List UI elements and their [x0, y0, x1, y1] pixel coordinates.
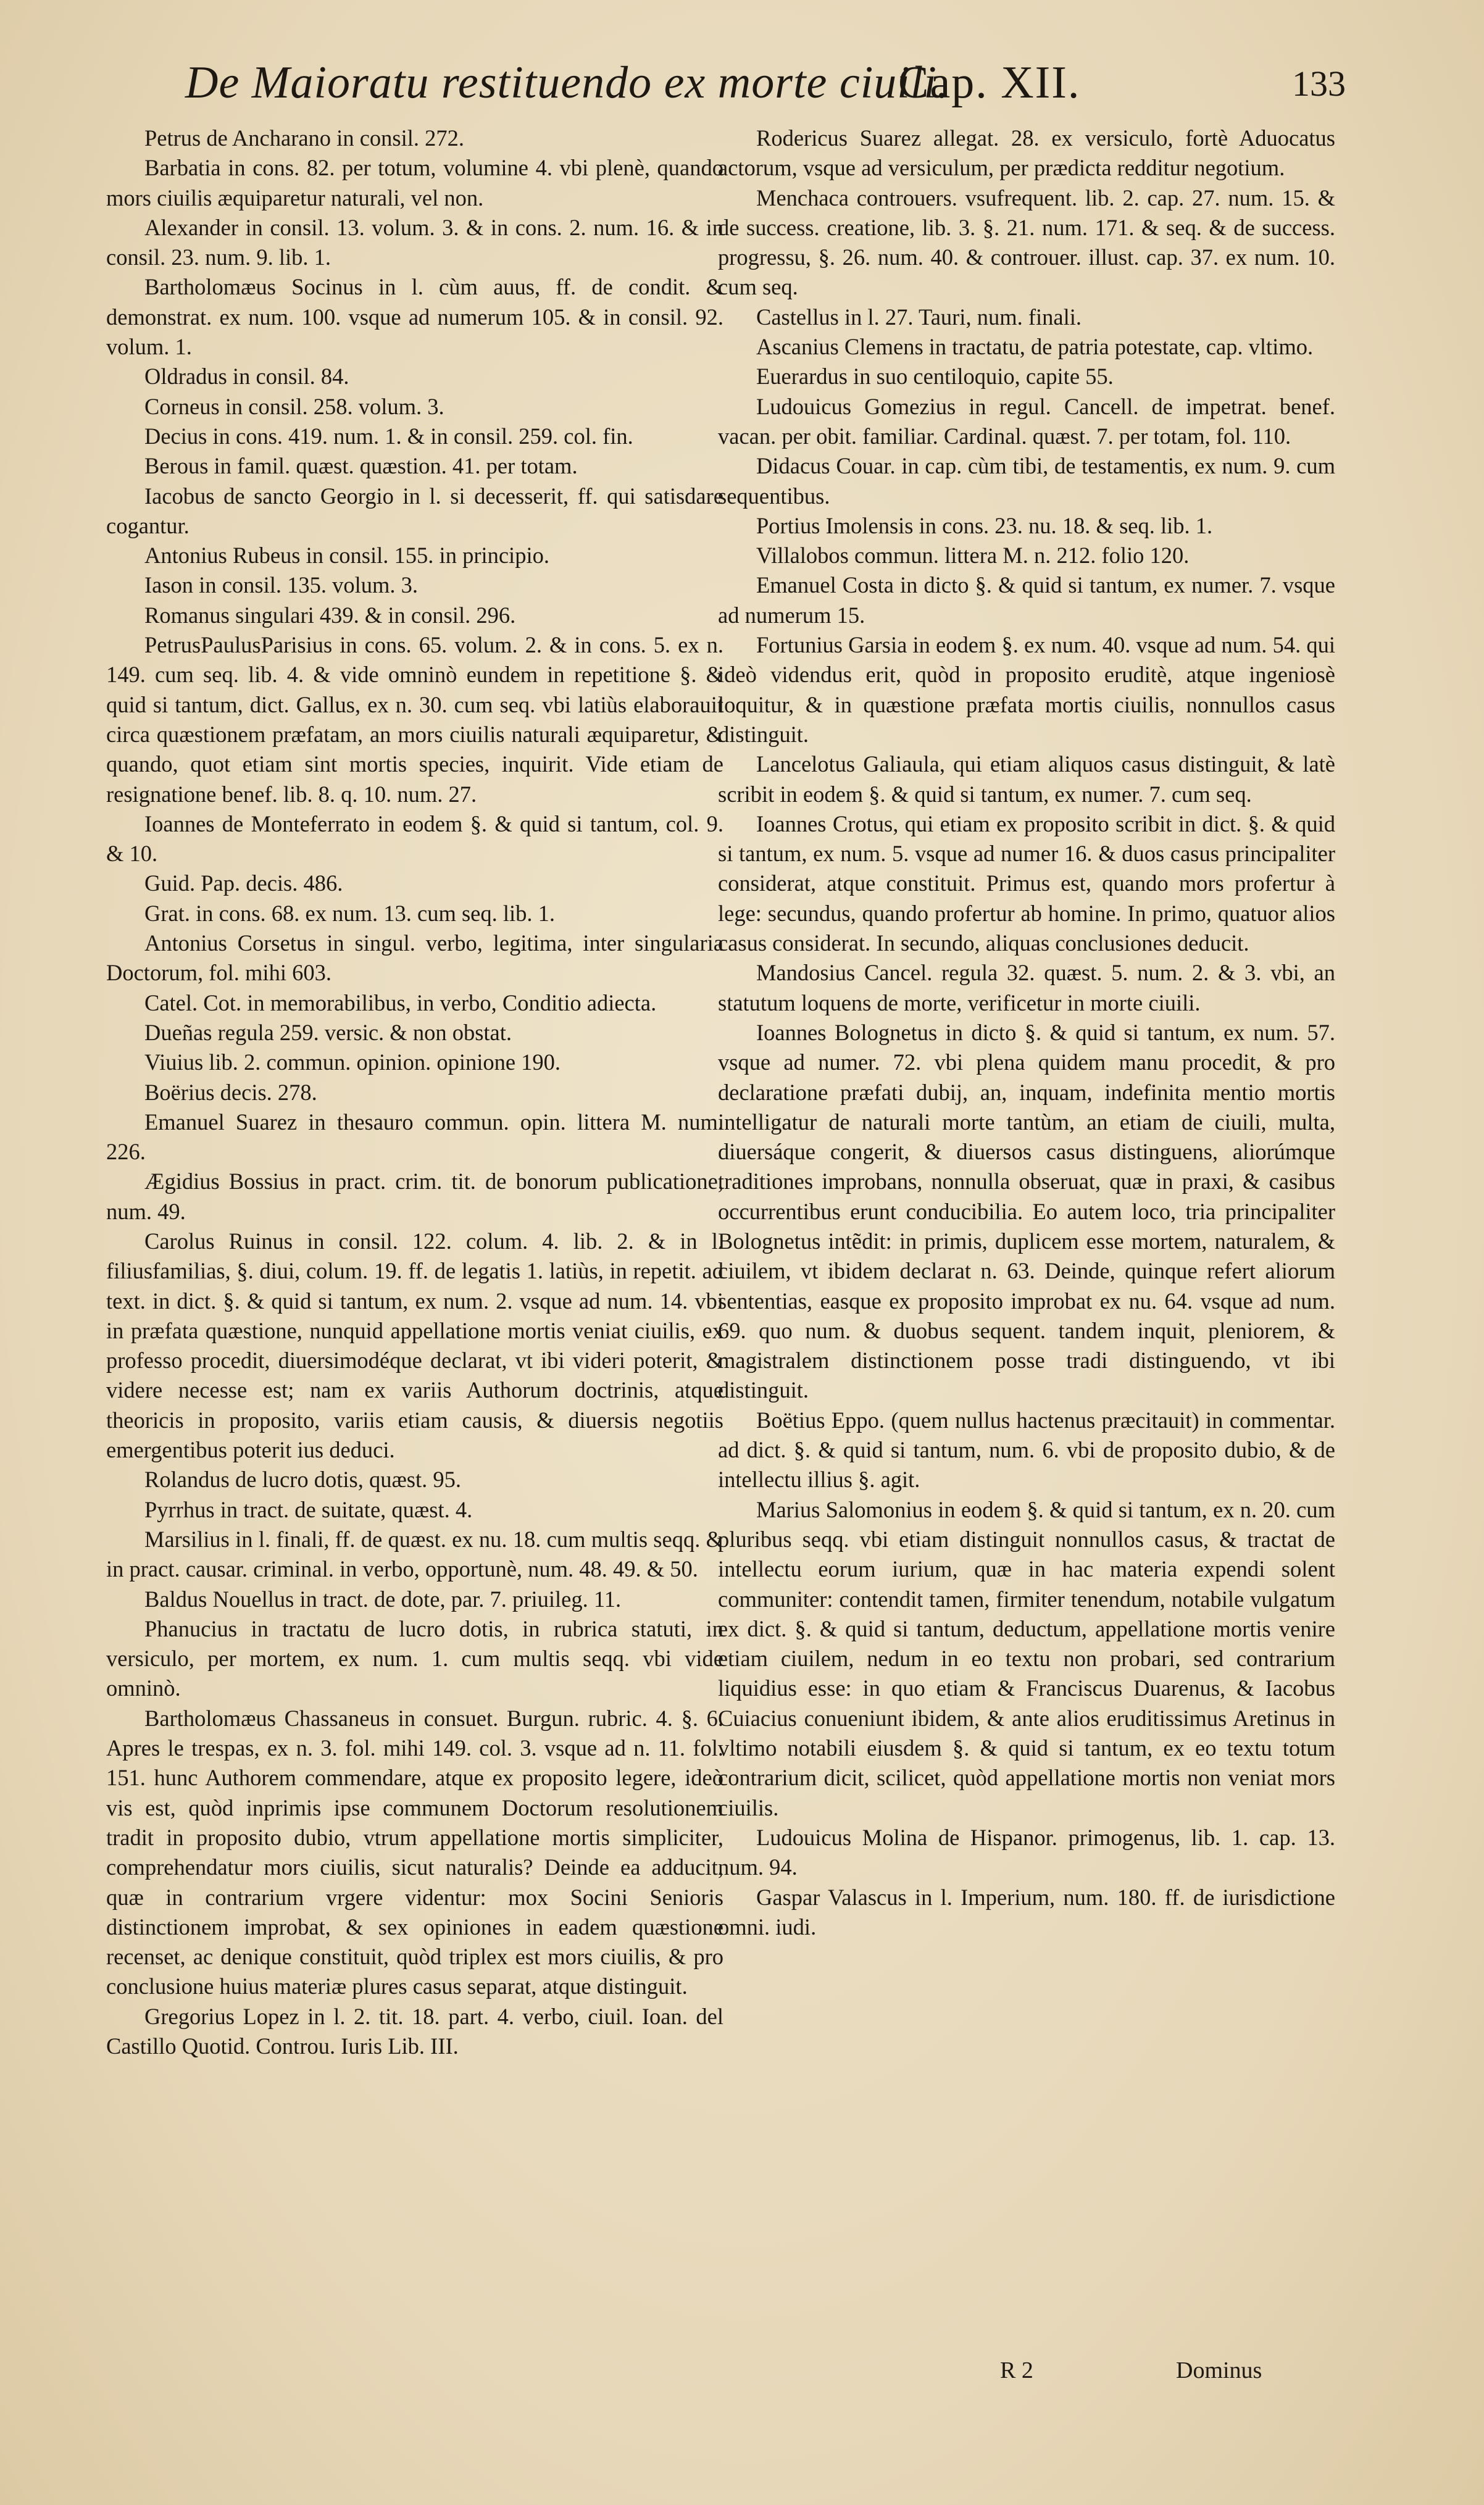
citation-entry: Marius Salomonius in eodem §. & quid si tantum, ex n. 20. cum pluribus seqq. vbi etiam distinguit nonnullos casus, & tractat de intellectu eorum iurium, quæ in hac materia expendi solent communiter: contendit tamen, firmiter tenendum, notabile vulgatum ex dict. §. & quid si tantum, deductum, appellatione mortis venire etiam ciuilem, nedum in eo textu non probari, sed contrarium liquidius esse: in quo etiam & Franciscus Duarenus, & Iacobus Cuiacius conueniunt ibidem, & ante alios eruditissimus Aretinus in vltimo notabili eiusdem §. & quid si tantum, ex eo textu totum contrarium dicit, scilicet, quòd appellatione mortis non veniat mors ciuilis.	[718, 1496, 1335, 1820]
citation-entry: Rodericus Suarez allegat. 28. ex versiculo, fortè Aduocatus actorum, vsque ad versiculum, per prædicta redditur negotium.	[718, 125, 1335, 181]
citation-entry: Rolandus de lucro dotis, quæst. 95.	[144, 1467, 462, 1493]
citation-entry: Emanuel Costa in dicto §. & quid si tantum, ex numer. 7. vsque ad numerum 15.	[718, 572, 1335, 628]
citation-entry: Ioannes Bolognetus in dicto §. & quid si tantum, ex num. 57. vsque ad numer. 72. vbi plena quidem manu procedit, & pro declaratione præfati dubij, an, inquam, indefinita mentio mortis intelligatur de naturali morte tantùm, an etiam de ciuili, multa, diuersáque congerit, & diuersos casus distinguens, aliorúmque traditiones improbans, nonnulla obseruat, quæ in praxi, & casibus occurrentibus erunt conducibilia. Eo autem loco, tria principaliter Bolognetus intẽdit: in primis, duplicem esse mortem, naturalem, & ciuilem, vt ibidem declarat n. 63. Deinde, quinque refert aliorum sententias, easque ex proposito improbat ex nu. 64. vsque ad num. 69. quo num. & duobus sequent. tandem inquit, pleniorem, & magistralem distinctionem posse tradi distinguendo, vt ibi distinguit.	[718, 1019, 1335, 1403]
page-number: 133	[1292, 64, 1346, 104]
citation-entry: Ioannes de Monteferrato in eodem §. & quid si tantum, col. 9. & 10.	[106, 811, 723, 867]
page-header	[185, 57, 1346, 112]
citation-entry: Castellus in l. 27. Tauri, num. finali.	[756, 304, 1082, 330]
citation-entry: Ludouicus Gomezius in regul. Cancell. de impetrat. benef. vacan. per obit. familiar. Cardinal. quæst. 7. per totam, fol. 110.	[718, 393, 1335, 449]
citation-entry: Alexander in consil. 13. volum. 3. & in cons. 2. num. 16. & in consil. 23. num. 9. lib. 1.	[106, 214, 723, 270]
citation-entry: Corneus in consil. 258. volum. 3.	[144, 393, 444, 419]
citation-entry: Catel. Cot. in memorabilibus, in verbo, Conditio adiecta.	[144, 990, 657, 1015]
citation-entry: Antonius Corsetus in singul. verbo, legitima, inter singularia Doctorum, fol. mihi 603.	[106, 930, 723, 986]
signature-mark: R 2	[1000, 2357, 1033, 2383]
citation-entry: Romanus singulari 439. & in consil. 296.	[144, 602, 516, 628]
citation-entry: Emanuel Suarez in thesauro commun. opin. littera M. num. 226.	[106, 1109, 723, 1165]
citation-entry: Ioannes Crotus, qui etiam ex proposito scribit in dict. §. & quid si tantum, ex num. 5. vsque ad numer 16. & duos casus principaliter considerat, atque constituit. Primus est, quando mors profertur à lege: secundus, quando profertur ab homine. In primo, quatuor alios casus considerat. In secundo, aliquas conclusiones deducit.	[718, 811, 1335, 956]
citation-entry: Boërius decis. 278.	[144, 1079, 317, 1105]
citation-entry: Lancelotus Galiaula, qui etiam aliquos casus distinguit, & latè scribit in eodem §. & quid si tantum, ex numer. 7. cum seq.	[718, 751, 1335, 807]
citation-entry: Bartholomæus Socinus in l. cùm auus, ff. de condit. & demonstrat. ex num. 100. vsque ad numerum 105. & in consil. 92. volum. 1.	[106, 274, 723, 360]
citation-entry: Marsilius in l. finali, ff. de quæst. ex nu. 18. cum multis seqq. & in pract. causar. criminal. in verbo, opportunè, num. 48. 49. & 50.	[106, 1526, 723, 1582]
left-column	[106, 123, 723, 2061]
citation-entry: Baldus Nouellus in tract. de dote, par. 7. priuileg. 11.	[144, 1586, 622, 1612]
citation-entry: Iacobus de sancto Georgio in l. si decesserit, ff. qui satisdare cogantur.	[106, 483, 723, 538]
citation-entry: Carolus Ruinus in consil. 122. colum. 4. lib. 2. & in l. filiusfamilias, §. diui, colum. 19. ff. de legatis 1. latiùs, in repetit. ad text. in dict. §. & quid si tantum, ex num. 2. vsque ad num. 14. vbi in præfata quæstione, nunquid appellatione mortis veniat ciuilis, ex professo procedit, diuersimodéque declarat, vt ibi videri poterit, & videre necesse est; nam ex variis Authorum doctrinis, atque theoricis in proposito, variis etiam causis, & diuersis negotiis emergentibus poterit ius deduci.	[106, 1228, 723, 1463]
citation-entry: Ludouicus Molina de Hispanor. primogenus, lib. 1. cap. 13. num. 94.	[718, 1824, 1335, 1880]
catchword: Dominus	[1176, 2357, 1262, 2383]
citation-entry: Ascanius Clemens in tractatu, de patria potestate, cap. vltimo.	[756, 334, 1314, 360]
citation-entry: Bartholomæus Chassaneus in consuet. Burgun. rubric. 4. §. 6. Apres le trespas, ex n. 3. fol. mihi 149. col. 3. vsque ad n. 11. fol. 151. hunc Authorem commendare, atque ex proposito legere, ideò vis est, quòd inprimis ipse communem Doctorum resolutionem tradit in proposito dubio, vtrum appellatione mortis simpliciter, comprehendatur mors ciuilis, sicut naturalis? Deinde ea adducit, quæ in contrarium vrgere videntur: mox Socini Senioris distinctionem improbat, & sex opiniones in eadem quæstione recenset, ac denique constituit, quòd triplex est mors ciuilis, & pro conclusione huius materiæ plures casus separat, atque distinguit.	[106, 1705, 723, 1999]
citation-entry: Oldradus in consil. 84.	[144, 364, 349, 390]
right-column	[718, 123, 1335, 1942]
citation-entry: Didacus Couar. in cap. cùm tibi, de testamentis, ex num. 9. cum sequentibus.	[718, 453, 1335, 509]
citation-entry: Antonius Rubeus in consil. 155. in principio.	[144, 543, 549, 569]
citation-entry: Menchaca controuers. vsufrequent. lib. 2. cap. 27. num. 15. & de success. creatione, lib. 3. §. 21. num. 171. & seq. & de success. progressu, §. 26. num. 40. & controuer. illust. cap. 37. ex num. 10. cum seq.	[718, 185, 1335, 300]
chapter-number: Cap. XII.	[898, 57, 1081, 108]
citation-entry: PetrusPaulusParisius in cons. 65. volum. 2. & in cons. 5. ex n. 149. cum seq. lib. 4. & vide omninò eundem in repetitione §. & quid si tantum, dict. Gallus, ex n. 30. cum seq. vbi latiùs elaborauit circa quæstionem præfatam, an mors ciuilis naturali æquiparetur, & quando, quot etiam sint mortis species, inquirit. Vide etiam de resignatione benef. lib. 8. q. 10. num. 27.	[106, 632, 723, 807]
citation-entry: Ægidius Bossius in pract. crim. tit. de bonorum publicatione, num. 49.	[106, 1169, 723, 1224]
citation-entry: Petrus de Ancharano in consil. 272.	[144, 125, 465, 151]
citation-entry: Decius in cons. 419. num. 1. & in consil. 259. col. fin.	[144, 423, 633, 449]
citation-entry: Pyrrhus in tract. de suitate, quæst. 4.	[144, 1496, 473, 1522]
citation-entry: Barbatia in cons. 82. per totum, volumine 4. vbi plenè, quando mors ciuilis æquiparetur naturali, vel non.	[106, 155, 723, 210]
citation-entry: Portius Imolensis in cons. 23. nu. 18. & seq. lib. 1.	[756, 512, 1213, 538]
running-title: De Maioratu restituendo ex morte ciuili.	[185, 57, 949, 108]
citation-entry: Gaspar Valascus in l. Imperium, num. 180. ff. de iurisdictione omni. iudi.	[718, 1884, 1335, 1940]
citation-entry: Mandosius Cancel. regula 32. quæst. 5. num. 2. & 3. vbi, an statutum loquens de morte, verificetur in morte ciuili.	[718, 960, 1335, 1015]
citation-entry: Fortunius Garsia in eodem §. ex num. 40. vsque ad num. 54. qui ideò videndus erit, quòd in proposito eruditè, atque ingeniosè loquitur, & in quæstione præfata mortis ciuilis, nonnullos casus distinguit.	[718, 632, 1335, 747]
citation-entry: Gregorius Lopez in l. 2. tit. 18. part. 4. verbo, ciuil. Ioan. del Castillo Quotid. Controu. Iuris Lib. III.	[106, 2003, 723, 2059]
citation-entry: Berous in famil. quæst. quæstion. 41. per totam.	[144, 453, 578, 479]
citation-entry: Phanucius in tractatu de lucro dotis, in rubrica statuti, in versiculo, per mortem, ex num. 1. cum multis seqq. vbi vide omninò.	[106, 1615, 723, 1701]
citation-entry: Villalobos commun. littera M. n. 212. folio 120.	[756, 543, 1190, 569]
citation-entry: Grat. in cons. 68. ex num. 13. cum seq. lib. 1.	[144, 900, 556, 926]
citation-entry: Iason in consil. 135. volum. 3.	[144, 572, 419, 598]
citation-entry: Boëtius Eppo. (quem nullus hactenus præcitauit) in commentar. ad dict. §. & quid si tantum, num. 6. vbi de proposito dubio, & de intellectu illius §. agit.	[718, 1407, 1335, 1493]
citation-entry: Euerardus in suo centiloquio, capite 55.	[756, 364, 1114, 390]
citation-entry: Dueñas regula 259. versic. & non obstat.	[144, 1019, 512, 1045]
citation-entry: Viuius lib. 2. commun. opinion. opinione 190.	[144, 1049, 561, 1075]
citation-entry: Guid. Pap. decis. 486.	[144, 870, 343, 896]
